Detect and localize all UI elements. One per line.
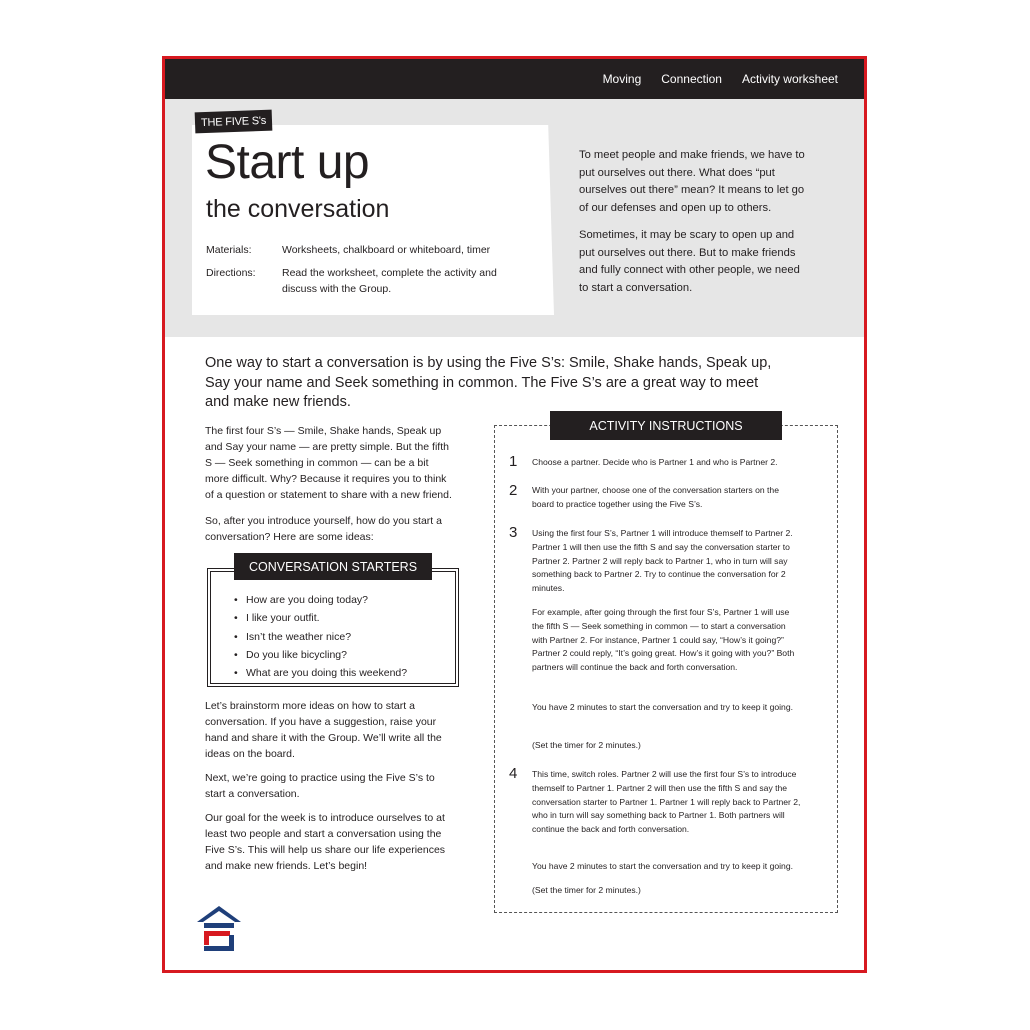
conversation-starters-box — [207, 559, 459, 687]
step-4-time: You have 2 minutes to start the conversation and try to keep it going. — [532, 861, 793, 871]
intro-paragraph-2: Sometimes, it may be scary to open up and put ourselves out there. But to make friends and fully connect with other people, we need to start a conversation. — [579, 229, 800, 294]
hero-section — [165, 99, 864, 337]
nav-item-connection[interactable]: Connection — [661, 72, 722, 86]
directions-label: Directions: — [206, 267, 256, 279]
directions-value: Read the worksheet, complete the activity and discuss with the Group. — [282, 267, 497, 295]
step-text-4: This time, switch roles. Partner 2 will use the first four S’s to introduce themself to Partner 1. Partner 2 will then use the fifth S and say the conversation starter to Partner 1. Partner 1 will reply back to Partner 2, who in turn will say something back to Partner 1. Both partners will continue the back and forth conversation. — [532, 769, 801, 835]
step-text-1: Choose a partner. Decide who is Partner 1 and who is Partner 2. — [532, 457, 778, 467]
body-paragraph-1: The first four S’s — Smile, Shake hands, Speak up and Say your name — are pretty simple. But the fifth S — Seek something in common — can be a bit more difficult. Why? Because it requires you to think of a question or statement to share with a new friend. — [205, 425, 452, 501]
list-item: • What are you doing this weekend? — [234, 664, 407, 682]
nav-item-moving[interactable]: Moving — [602, 72, 642, 86]
house-logo-icon — [195, 904, 243, 954]
body-paragraph-4: Next, we’re going to practice using the Five S’s to start a conversation. — [205, 772, 435, 800]
list-item: • Do you like bicycling? — [234, 646, 407, 664]
body-paragraph-2: So, after you introduce yourself, how do you start a conversation? Here are some ideas: — [205, 515, 442, 543]
list-item: • I like your outfit. — [234, 609, 407, 627]
step-3-time: You have 2 minutes to start the conversation and try to keep it going. — [532, 702, 793, 712]
top-nav-bar — [165, 59, 864, 99]
list-item: • How are you doing today? — [234, 591, 407, 609]
starters-list — [234, 591, 407, 682]
body-paragraph-5: Our goal for the week is to introduce ourselves to at least two people and start a conversation using the Five S’s. This will help us share our life experiences and make new friends. Let’s begin! — [205, 812, 446, 872]
step-number-4: 4 — [509, 765, 518, 782]
body-paragraph-3: Let’s brainstorm more ideas on how to start a conversation. If you have a suggestion, raise your hand and share it with the Group. We’ll write all the ideas on the board. — [205, 700, 442, 760]
page-subtitle: the conversation — [206, 195, 390, 223]
materials-value: Worksheets, chalkboard or whiteboard, timer — [282, 244, 491, 256]
intro-paragraph-1: To meet people and make friends, we have to put ourselves out there. What does “put ourselves out there” mean? It means to let go of our defenses and open up to others. — [579, 149, 805, 214]
section-tag: THE FIVE S's — [195, 110, 273, 134]
step-3-example: For example, after going through the first four S’s, Partner 1 will use the fifth S — Seek something in common — to start a conversation with Partner 2. For instance, Partner 1 could say, “How’s it going?” Partner 2 could reply, “It’s going great. How’s it going with you?” Both partners will continue the back and forth conversation. — [532, 607, 795, 673]
step-number-3: 3 — [509, 524, 518, 541]
lead-paragraph: One way to start a conversation is by using the Five S’s: Smile, Shake hands, Speak up, Say your name and Seek something in common. The Five S’s are a great way to meet and make new friends. — [205, 355, 772, 410]
materials-label: Materials: — [206, 244, 252, 256]
worksheet-page — [162, 56, 867, 973]
activity-instructions-box — [494, 418, 838, 913]
step-number-1: 1 — [509, 453, 518, 470]
list-item: • Isn’t the weather nice? — [234, 628, 407, 646]
page-title: Start up — [205, 136, 370, 189]
starters-heading: CONVERSATION STARTERS — [234, 553, 432, 580]
activity-heading: ACTIVITY INSTRUCTIONS — [550, 411, 782, 440]
nav-item-activity-worksheet[interactable]: Activity worksheet — [741, 72, 838, 86]
step-3-timer: (Set the timer for 2 minutes.) — [532, 740, 641, 750]
step-number-2: 2 — [509, 482, 518, 499]
step-text-3: Using the first four S’s, Partner 1 will introduce themself to Partner 2. Partner 1 will then use the fifth S and say the conversation starter to Partner 2. Partner 2 will reply back to Partner 1, who in turn will say something back to Partner 2. Try to continue the conversation for 2 minutes. — [532, 528, 793, 594]
step-text-2: With your partner, choose one of the conversation starters on the board to practice together using the Five S’s. — [532, 485, 779, 509]
step-4-timer: (Set the timer for 2 minutes.) — [532, 885, 641, 895]
